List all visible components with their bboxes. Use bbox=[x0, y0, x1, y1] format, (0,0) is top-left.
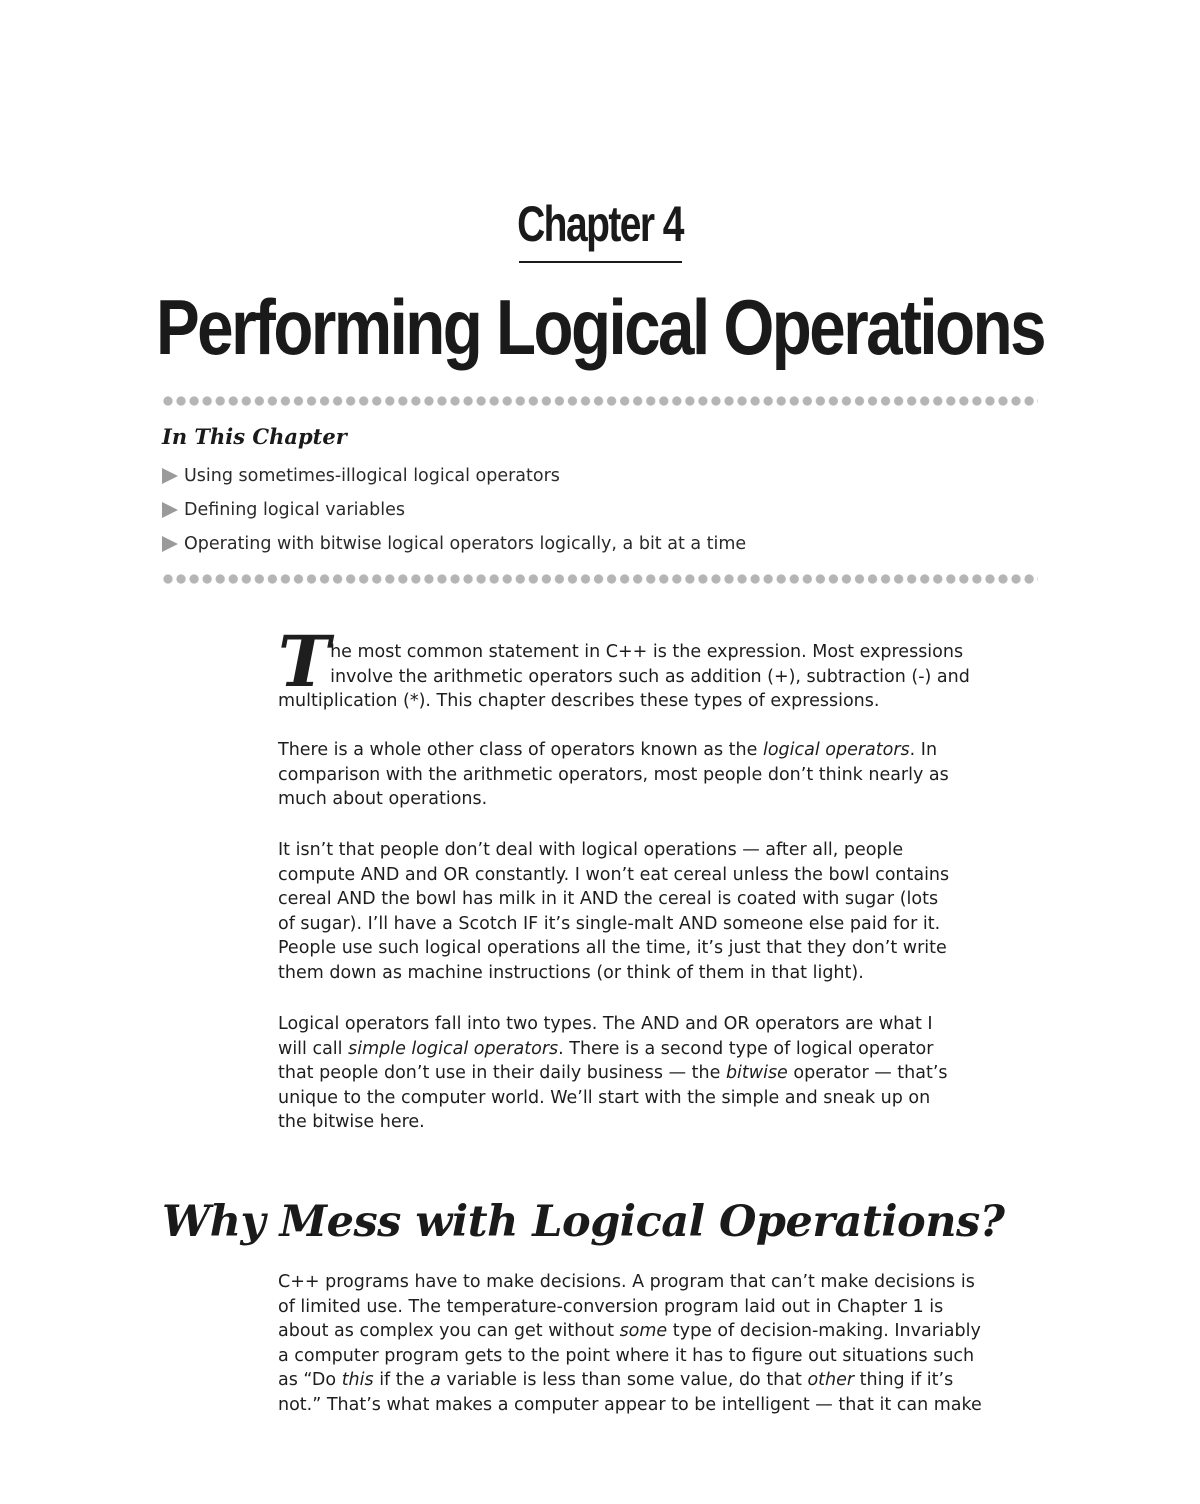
list-item bbox=[162, 527, 746, 561]
text-line: a computer program gets to the point where it has to figure out situations such bbox=[278, 1345, 975, 1366]
text-run: type of decision-making. Invariably bbox=[667, 1321, 981, 1342]
text-line: involve the arithmetic operators such as addition (+), subtraction (-) and bbox=[330, 666, 970, 687]
text-line bbox=[278, 738, 1038, 763]
text-line: them down as machine instructions (or think of them in that light). bbox=[278, 962, 864, 983]
in-this-chapter-list bbox=[162, 459, 746, 561]
text-run: thing if it’s bbox=[854, 1370, 954, 1391]
text-line: cereal AND the bowl has milk in it AND the cereal is coated with sugar (lots bbox=[278, 889, 939, 910]
in-this-chapter-heading: In This Chapter bbox=[162, 424, 347, 449]
list-item bbox=[162, 493, 746, 527]
text-line: compute AND and OR constantly. I won’t eat cereal unless the bowl contains bbox=[278, 864, 950, 885]
text-run: . In bbox=[909, 740, 938, 760]
text-line: People use such logical operations all the time, it’s just that they don’t write bbox=[278, 938, 947, 959]
intro-paragraph-3 bbox=[278, 838, 1038, 986]
list-item-text: Defining logical variables bbox=[184, 500, 406, 520]
emphasis: bitwise bbox=[725, 1063, 788, 1084]
emphasis: some bbox=[619, 1321, 668, 1342]
text-run: There is a whole other class of operators known as the bbox=[278, 740, 763, 760]
emphasis: a bbox=[430, 1370, 441, 1391]
triangle-bullet-icon bbox=[162, 502, 178, 518]
intro-paragraph-4 bbox=[278, 1012, 1038, 1135]
chapter-title: Performing Logical Operations bbox=[155, 283, 1045, 371]
intro-paragraph-2 bbox=[278, 738, 1038, 812]
triangle-bullet-icon bbox=[162, 536, 178, 552]
text-line: comparison with the arithmetic operators, most people don’t think nearly as bbox=[278, 764, 949, 785]
text-run: about as complex you can get without bbox=[278, 1321, 620, 1342]
text-line: not.” That’s what makes a computer appear to be intelligent — that it can make bbox=[278, 1394, 982, 1415]
text-run: that people don’t use in their daily business — the bbox=[278, 1063, 726, 1084]
text-line: much about operations. bbox=[278, 789, 488, 810]
section-heading: Why Mess with Logical Operations? bbox=[162, 1197, 1005, 1247]
emphasis: logical operators bbox=[762, 740, 910, 760]
text-line: he most common statement in C++ is the expression. Most expressions bbox=[330, 642, 964, 662]
text-run: variable is less than some value, do that bbox=[440, 1370, 808, 1391]
emphasis: simple logical operators bbox=[348, 1038, 559, 1059]
chapter-underline bbox=[519, 261, 682, 263]
text-run: operator — that’s bbox=[787, 1063, 948, 1084]
text-run: as “Do bbox=[278, 1370, 342, 1391]
text-run: if the bbox=[373, 1370, 431, 1391]
text-line: multiplication (*). This chapter describes these types of expressions. bbox=[278, 691, 880, 712]
text-line: Logical operators fall into two types. The AND and OR operators are what I bbox=[278, 1014, 933, 1034]
section-paragraph-1 bbox=[278, 1270, 1038, 1418]
dotted-divider-top bbox=[162, 395, 1038, 407]
text-line: unique to the computer world. We’ll start with the simple and sneak up on bbox=[278, 1087, 931, 1108]
text-line bbox=[278, 1037, 1038, 1062]
dotted-divider-bottom bbox=[162, 573, 1038, 585]
text-line: It isn’t that people don’t deal with logical operations — after all, people bbox=[278, 840, 904, 860]
chapter-number: Chapter 4 bbox=[517, 196, 683, 252]
text-line bbox=[278, 1368, 1038, 1393]
drop-cap: T bbox=[278, 620, 329, 703]
emphasis: this bbox=[341, 1370, 374, 1391]
triangle-bullet-icon bbox=[162, 468, 178, 484]
text-line bbox=[278, 1061, 1038, 1086]
text-run: will call bbox=[278, 1038, 349, 1059]
text-line: C++ programs have to make decisions. A program that can’t make decisions is bbox=[278, 1272, 975, 1292]
text-run: . There is a second type of logical operator bbox=[558, 1038, 934, 1059]
text-line bbox=[278, 1319, 1038, 1344]
list-item bbox=[162, 459, 746, 493]
list-item-text: Operating with bitwise logical operators logically, a bit at a time bbox=[184, 534, 747, 554]
intro-paragraph-1 bbox=[278, 620, 1038, 714]
text-line: of limited use. The temperature-conversion program laid out in Chapter 1 is bbox=[278, 1296, 944, 1317]
text-line: the bitwise here. bbox=[278, 1112, 425, 1133]
text-line: of sugar). I’ll have a Scotch IF it’s single-malt AND someone else paid for it. bbox=[278, 913, 941, 934]
list-item-text: Using sometimes-illogical logical operators bbox=[184, 466, 560, 486]
emphasis: other bbox=[807, 1370, 855, 1391]
